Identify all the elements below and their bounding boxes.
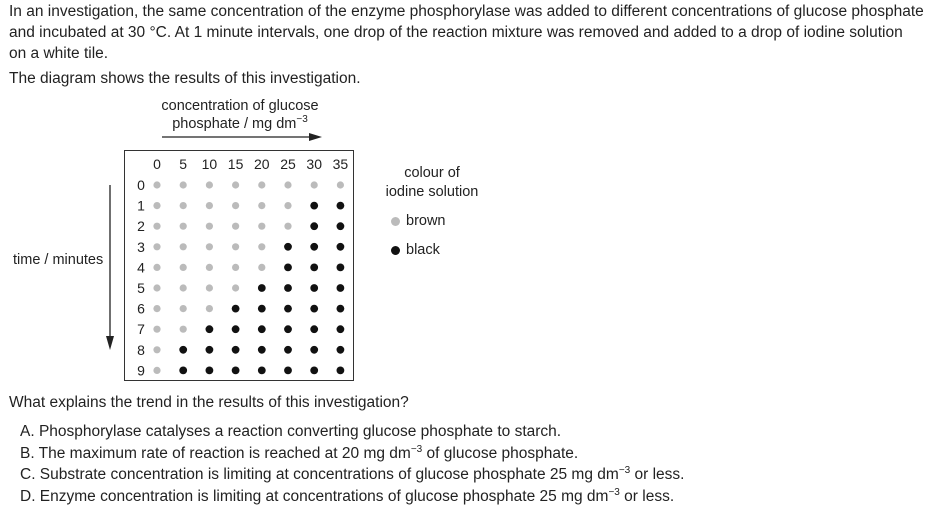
result-dot-black: [337, 202, 345, 210]
legend-black: black: [391, 242, 440, 258]
x-axis-label-line1: concentration of glucose: [161, 98, 319, 114]
result-dot-black: [232, 367, 240, 375]
row-label: 8: [137, 341, 145, 358]
option-d[interactable]: D. Enzyme concentration is limiting at concentrations of glucose phosphate 25 mg $dm^{-3}$ or less.: [20, 486, 675, 505]
result-dot-brown: [232, 243, 239, 250]
result-dot-brown: [153, 284, 160, 291]
result-dot-brown: [153, 264, 160, 271]
result-dot-black: [337, 284, 345, 292]
diagram-intro: The diagram shows the results of this investigation.: [9, 70, 361, 87]
column-label: 10: [201, 156, 218, 172]
y-axis-label: time / minutes: [13, 252, 104, 268]
row-label: 6: [137, 300, 145, 317]
result-dot-brown: [284, 181, 291, 188]
result-dot-brown: [206, 243, 213, 250]
column-label: 20: [254, 156, 270, 172]
result-dot-brown: [258, 181, 265, 188]
row-label: 7: [137, 321, 145, 338]
result-dot-brown: [232, 264, 239, 271]
result-dot-brown: [153, 346, 160, 353]
result-dot-black: [232, 325, 240, 333]
result-dot-black: [310, 346, 318, 354]
result-dot-brown: [180, 181, 187, 188]
result-dot-black: [310, 284, 318, 292]
result-dot-black: [284, 346, 292, 354]
result-dot-brown: [232, 284, 239, 291]
result-dot-brown: [180, 326, 187, 333]
row-label: 3: [137, 238, 145, 255]
result-dot-black: [284, 243, 292, 251]
result-dot-brown: [153, 181, 160, 188]
result-dot-brown: [206, 305, 213, 312]
result-dot-brown: [180, 202, 187, 209]
result-dot-brown: [180, 223, 187, 230]
column-label: 0: [153, 156, 161, 172]
row-label: 1: [137, 197, 145, 214]
result-dot-black: [206, 367, 214, 375]
result-dot-black: [337, 305, 345, 313]
result-dot-black: [337, 243, 345, 251]
legend-title: colour of iodine solution: [385, 165, 479, 200]
row-label: 2: [137, 218, 145, 235]
result-dot-black: [258, 305, 266, 313]
result-dot-black: [310, 325, 318, 333]
column-label: 5: [179, 156, 188, 172]
result-dot-black: [232, 346, 240, 354]
result-dot-brown: [284, 223, 291, 230]
result-dot-brown: [153, 243, 160, 250]
result-dot-black: [284, 284, 292, 292]
result-dot-black: [258, 346, 266, 354]
option-c[interactable]: C. Substrate concentration is limiting at concentrations of glucose phosphate 25 mg $dm^{-3}$ or less.: [20, 464, 685, 483]
result-dot-brown: [311, 181, 318, 188]
result-dot-black: [310, 305, 318, 313]
result-dot-black: [310, 222, 318, 230]
result-dot-brown: [232, 223, 239, 230]
x-axis-label-line2: phosphate / mg $dm^{-3}$: [172, 114, 308, 132]
result-dot-black: [337, 367, 345, 375]
result-dot-brown: [153, 326, 160, 333]
result-dot-black: [232, 305, 240, 313]
result-dot-brown: [232, 181, 239, 188]
result-dot-brown: [153, 367, 160, 374]
result-dot-black: [310, 264, 318, 272]
result-dot-black: [284, 367, 292, 375]
row-label: 9: [137, 362, 145, 379]
result-dot-brown: [337, 181, 344, 188]
result-dot-black: [284, 264, 292, 272]
black-dot-icon: [391, 246, 400, 255]
result-dot-black: [310, 243, 318, 251]
answer-options: [20, 421, 684, 507]
result-dot-black: [337, 325, 345, 333]
result-dot-brown: [258, 202, 265, 209]
result-dot-black: [310, 367, 318, 375]
result-dot-black: [258, 325, 266, 333]
result-dot-black: [258, 367, 266, 375]
result-dot-brown: [258, 243, 265, 250]
result-dot-black: [310, 202, 318, 210]
legend-brown: brown: [391, 213, 446, 229]
result-dot-brown: [206, 202, 213, 209]
result-dot-brown: [206, 181, 213, 188]
option-a[interactable]: A. Phosphorylase catalyses a reaction converting glucose phosphate to starch.: [20, 423, 562, 440]
result-dot-black: [206, 346, 214, 354]
result-dot-brown: [180, 243, 187, 250]
row-label: 4: [137, 259, 145, 276]
row-label: 0: [137, 177, 145, 193]
result-dot-brown: [206, 223, 213, 230]
result-dot-brown: [180, 264, 187, 271]
result-dot-black: [337, 222, 345, 230]
result-dot-brown: [258, 223, 265, 230]
intro-paragraph: In an investigation, the same concentration of the enzyme phosphorylase was added to different concentrations of glucose phosphate and incubated at 30 °C. At 1 minute intervals, one drop of the reaction mixture was removed and added to a drop of iodine solution on a white tile.: [9, 3, 924, 62]
column-label: 30: [306, 156, 322, 172]
brown-dot-icon: [391, 217, 400, 226]
result-dot-brown: [284, 202, 291, 209]
column-label: 15: [227, 156, 244, 172]
column-label: 25: [280, 156, 296, 172]
result-dot-brown: [180, 305, 187, 312]
result-dot-brown: [206, 284, 213, 291]
option-b[interactable]: B. The maximum rate of reaction is reached at 20 mg $dm^{-3}$ of glucose phosphate.: [20, 443, 579, 462]
column-label: 35: [332, 156, 349, 172]
row-label: 5: [137, 280, 145, 296]
result-dot-brown: [206, 264, 213, 271]
result-dot-black: [284, 325, 292, 333]
result-dot-black: [179, 346, 187, 354]
result-dot-brown: [180, 284, 187, 291]
result-dot-black: [284, 305, 292, 313]
result-dot-black: [337, 346, 345, 354]
result-dot-brown: [153, 305, 160, 312]
result-dot-black: [179, 367, 187, 375]
result-dot-black: [258, 284, 266, 292]
result-dot-brown: [258, 264, 265, 271]
result-dot-brown: [232, 202, 239, 209]
result-dot-brown: [153, 223, 160, 230]
result-dot-brown: [153, 202, 160, 209]
result-dot-black: [337, 264, 345, 272]
question-text: What explains the trend in the results of this investigation?: [9, 394, 409, 411]
result-dot-black: [206, 325, 214, 333]
